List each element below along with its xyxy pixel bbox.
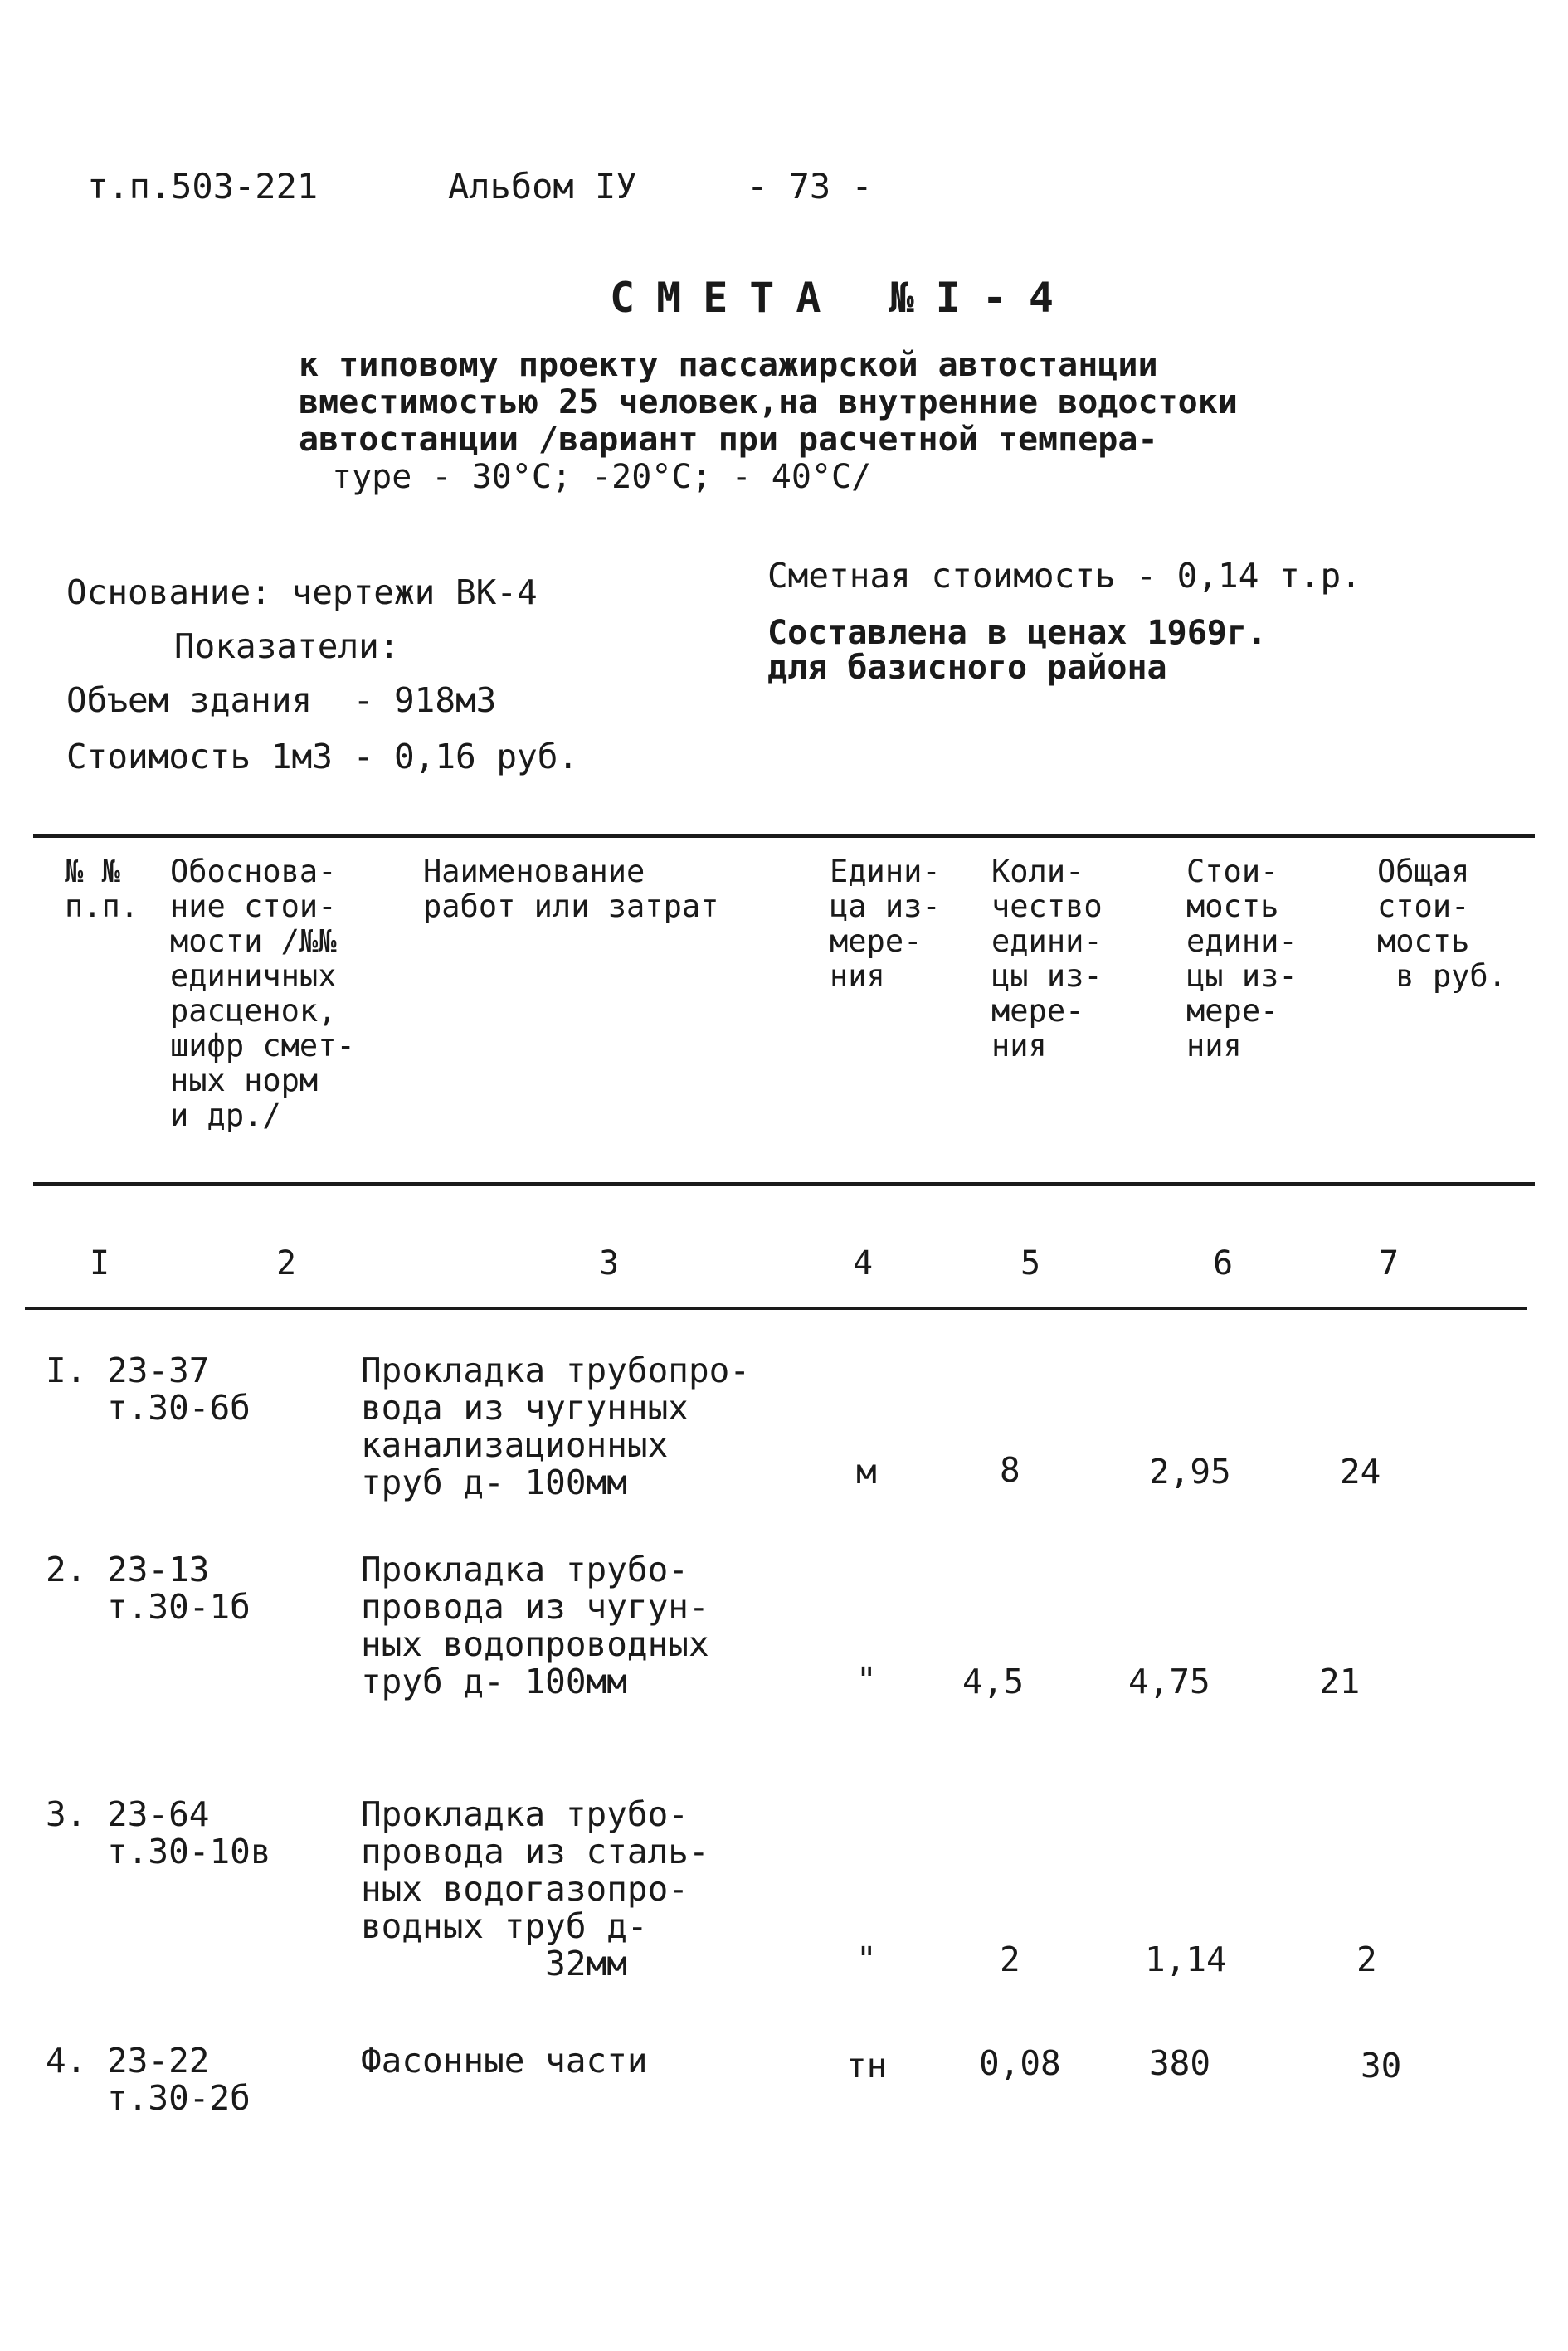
row-code: I. 23-37 т.30-6б <box>46 1351 251 1428</box>
col-header-name: Наименование работ или затрат <box>423 854 719 924</box>
subtitle-line: автостанции /вариант при расчетной темпера- <box>299 421 1158 459</box>
row-total: 21 <box>1319 1662 1361 1701</box>
row-total: 24 <box>1340 1452 1381 1492</box>
col-number: 7 <box>1379 1244 1400 1283</box>
subtitle-line: вместимостью 25 человек,на внутренние водостоки <box>299 383 1238 421</box>
unit-cost: Стоимость 1м3 - 0,16 руб. <box>66 737 579 776</box>
col-number: 6 <box>1213 1244 1234 1283</box>
subtitle-line: туре - 30°С; -20°С; - 40°С/ <box>332 458 872 496</box>
col-header-unit: Едини- ца из- мере- ния <box>830 854 941 994</box>
row-unit-cost: 4,75 <box>1128 1662 1210 1701</box>
row-quantity: 0,08 <box>979 2043 1061 2083</box>
row-name: Прокладка трубо- провода из чугун- ных водопроводных труб д- 100мм <box>361 1550 709 1701</box>
col-number: 4 <box>853 1244 874 1283</box>
compiled-prices: Составлена в ценах 1969г. <box>767 614 1268 652</box>
album-label: Альбом IУ <box>448 166 637 207</box>
row-unit-cost: 380 <box>1149 2043 1211 2083</box>
row-code: 4. 23-22 т.30-2б <box>46 2041 251 2118</box>
row-name: Прокладка трубо- провода из сталь- ных водогазопро- водных труб д- 32мм <box>361 1794 709 1984</box>
row-code: 3. 23-64 т.30-10в <box>46 1794 271 1872</box>
col-number: 5 <box>1020 1244 1041 1283</box>
row-quantity: 8 <box>1000 1450 1020 1490</box>
subtitle-line: к типовому проекту пассажирской автостанции <box>299 346 1158 384</box>
page-number: - 73 - <box>747 166 873 207</box>
col-header-number: № № п.п. <box>65 854 139 924</box>
col-number: 2 <box>276 1244 297 1283</box>
basis-line: Основание: чертежи ВК-4 <box>66 572 538 612</box>
col-header-total: Общая стои- мость в руб. <box>1377 854 1507 994</box>
document-subtitle <box>299 347 1238 496</box>
row-unit: м <box>856 1452 877 1492</box>
row-unit: " <box>856 1660 877 1700</box>
row-quantity: 4,5 <box>962 1662 1025 1701</box>
table-numbers-rule <box>25 1307 1527 1310</box>
table-header-rule <box>33 1182 1535 1186</box>
compiled-region: для базисного района <box>767 649 1167 687</box>
row-code: 2. 23-13 т.30-1б <box>46 1550 251 1627</box>
row-unit: тн <box>846 2046 888 2086</box>
building-volume: Объем здания - 918м3 <box>66 680 497 720</box>
row-total: 2 <box>1356 1940 1377 1979</box>
row-total: 30 <box>1361 2046 1402 2086</box>
row-unit: " <box>856 1940 877 1979</box>
table-top-rule <box>33 834 1535 838</box>
col-number: I <box>90 1244 110 1283</box>
col-header-unit-cost: Стои- мость едини- цы из- мере- ния <box>1186 854 1298 1064</box>
document-title: СМЕТА №I-4 <box>610 274 1076 322</box>
row-unit-cost: 1,14 <box>1145 1940 1227 1979</box>
project-code: т.п.503-221 <box>87 166 319 207</box>
row-name: Фасонные части <box>361 2041 648 2081</box>
row-quantity: 2 <box>1000 1940 1020 1979</box>
estimate-cost: Сметная стоимость - 0,14 т.р. <box>767 556 1361 596</box>
row-name: Прокладка трубопро- вода из чугунных канализационных труб д- 100мм <box>361 1351 750 1502</box>
row-unit-cost: 2,95 <box>1149 1452 1231 1492</box>
col-number: 3 <box>599 1244 620 1283</box>
col-header-basis: Обоснова- ние стои- мости /№№ единичных расценок, шифр смет- ных норм и др./ <box>170 854 355 1133</box>
col-header-quantity: Коли- чество едини- цы из- мере- ния <box>991 854 1103 1064</box>
indicators-label: Показатели: <box>174 626 400 666</box>
